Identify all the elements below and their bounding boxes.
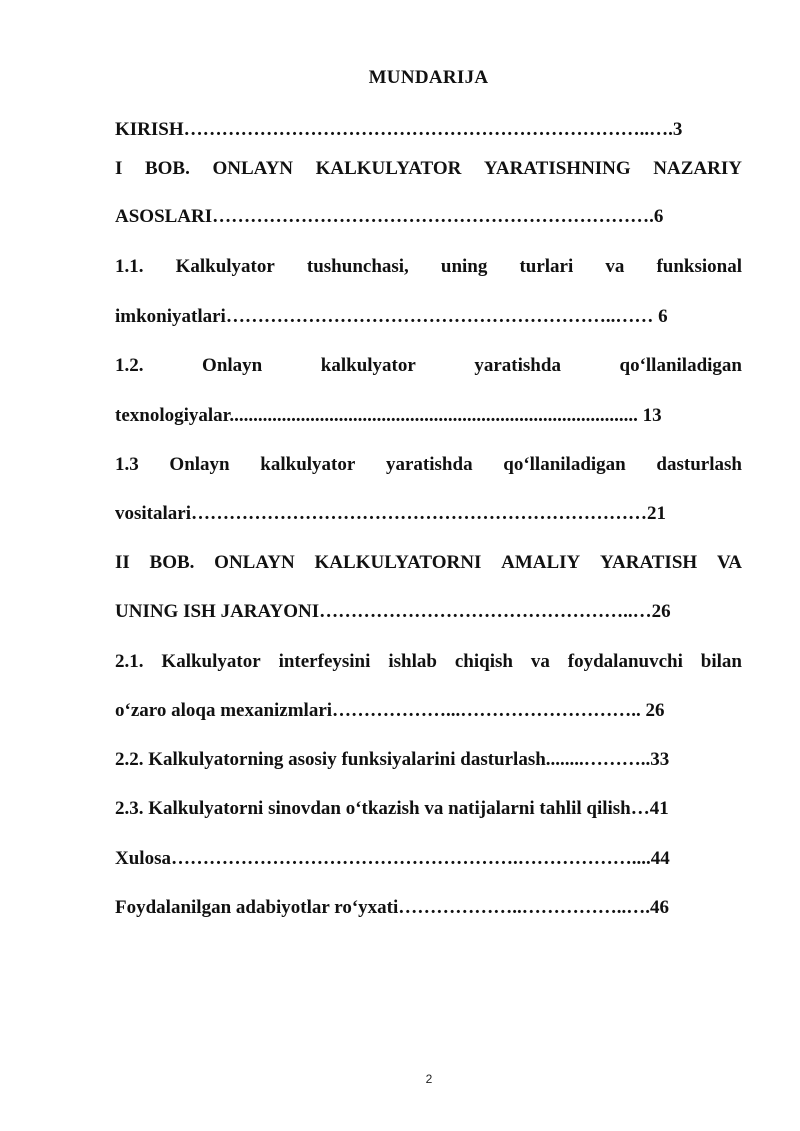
toc-word: kalkulyator [260,454,356,475]
page-number: 2 [425,1072,433,1086]
toc-word: qo‘llaniladigan [503,454,626,475]
toc-word: Kalkulyator [161,651,261,672]
toc-entry-chapter1-line2: ASOSLARI…………………………………………………………….6 [115,206,664,227]
toc-entry-1-3-line1 [115,453,742,477]
toc-word: I [115,158,123,179]
toc-word: qo‘llaniladigan [619,355,742,376]
toc-word: foydalanuvchi [567,651,683,672]
toc-word: interfeysini [278,651,371,672]
toc-word: turlari [519,256,574,277]
toc-entry-chapter2-line2: UNING ISH JARAYONI…………………………………………..…26 [115,601,671,622]
toc-word: 1.3 [115,454,139,475]
toc-entry-adabiyotlar: Foydalanilgan adabiyotlar ro‘yxati………………..……………..….46 [115,897,670,918]
toc-entry-2-3: 2.3. Kalkulyatorni sinovdan o‘tkazish va natijalarni tahlil qilish…41 [115,798,669,819]
toc-entry-1-1-line2: imkoniyatlari……………………………………………………..…… 6 [115,306,668,327]
toc-word: 2.1. [115,651,144,672]
toc-word: va [605,256,625,277]
toc-word: funksional [656,256,742,277]
toc-entry-chapter1-line1 [115,157,742,181]
toc-word: Onlayn [202,355,263,376]
toc-word: yaratishda [386,454,473,475]
toc-word: bilan [700,651,742,672]
toc-word: ONLAYN [212,158,294,179]
toc-word: dasturlash [656,454,742,475]
toc-word: KALKULYATOR [315,158,462,179]
toc-word: chiqish [454,651,513,672]
toc-entry-1-2-line1 [115,354,742,378]
toc-entry-kirish: KIRISH………………………………………………………………..….3 [115,119,683,140]
toc-word: BOB. [144,158,190,179]
toc-word: BOB. [149,552,195,573]
toc-word: 1.2. [115,355,144,376]
toc-entry-xulosa: Xulosa……………………………………………….………………....44 [115,848,670,869]
toc-word: KALKULYATORNI [314,552,482,573]
toc-word: II [115,552,130,573]
toc-word: AMALIY [501,552,581,573]
toc-entry-2-1-line2: o‘zaro aloqa mexanizmlari………………...……………………….. 26 [115,700,665,721]
toc-word: NAZARIY [653,158,742,179]
toc-word: Kalkulyator [175,256,275,277]
toc-word: tushunchasi, [306,256,409,277]
toc-word: YARATISH [600,552,698,573]
toc-word: kalkulyator [320,355,416,376]
toc-word: ONLAYN [214,552,295,573]
toc-word: ishlab [388,651,437,672]
toc-word: va [530,651,550,672]
toc-entry-chapter2-line1 [115,551,742,575]
toc-word: Onlayn [169,454,230,475]
toc-word: 1.1. [115,256,144,277]
toc-entry-1-3-line2: vositalari………………………………………………………………21 [115,503,666,524]
toc-word: yaratishda [474,355,561,376]
toc-entry-1-1-line1 [115,255,742,279]
page-title: MUNDARIJA [368,67,489,88]
toc-word: YARATISHNING [483,158,631,179]
toc-entry-1-2-line2: texnologiyalar...................................................................................... 13 [115,405,662,426]
toc-entry-2-2: 2.2. Kalkulyatorning asosiy funksiyalarini dasturlash........………..33 [115,749,670,770]
toc-word: uning [440,256,488,277]
toc-word: VA [716,552,742,573]
toc-entry-2-1-line1 [115,650,742,674]
